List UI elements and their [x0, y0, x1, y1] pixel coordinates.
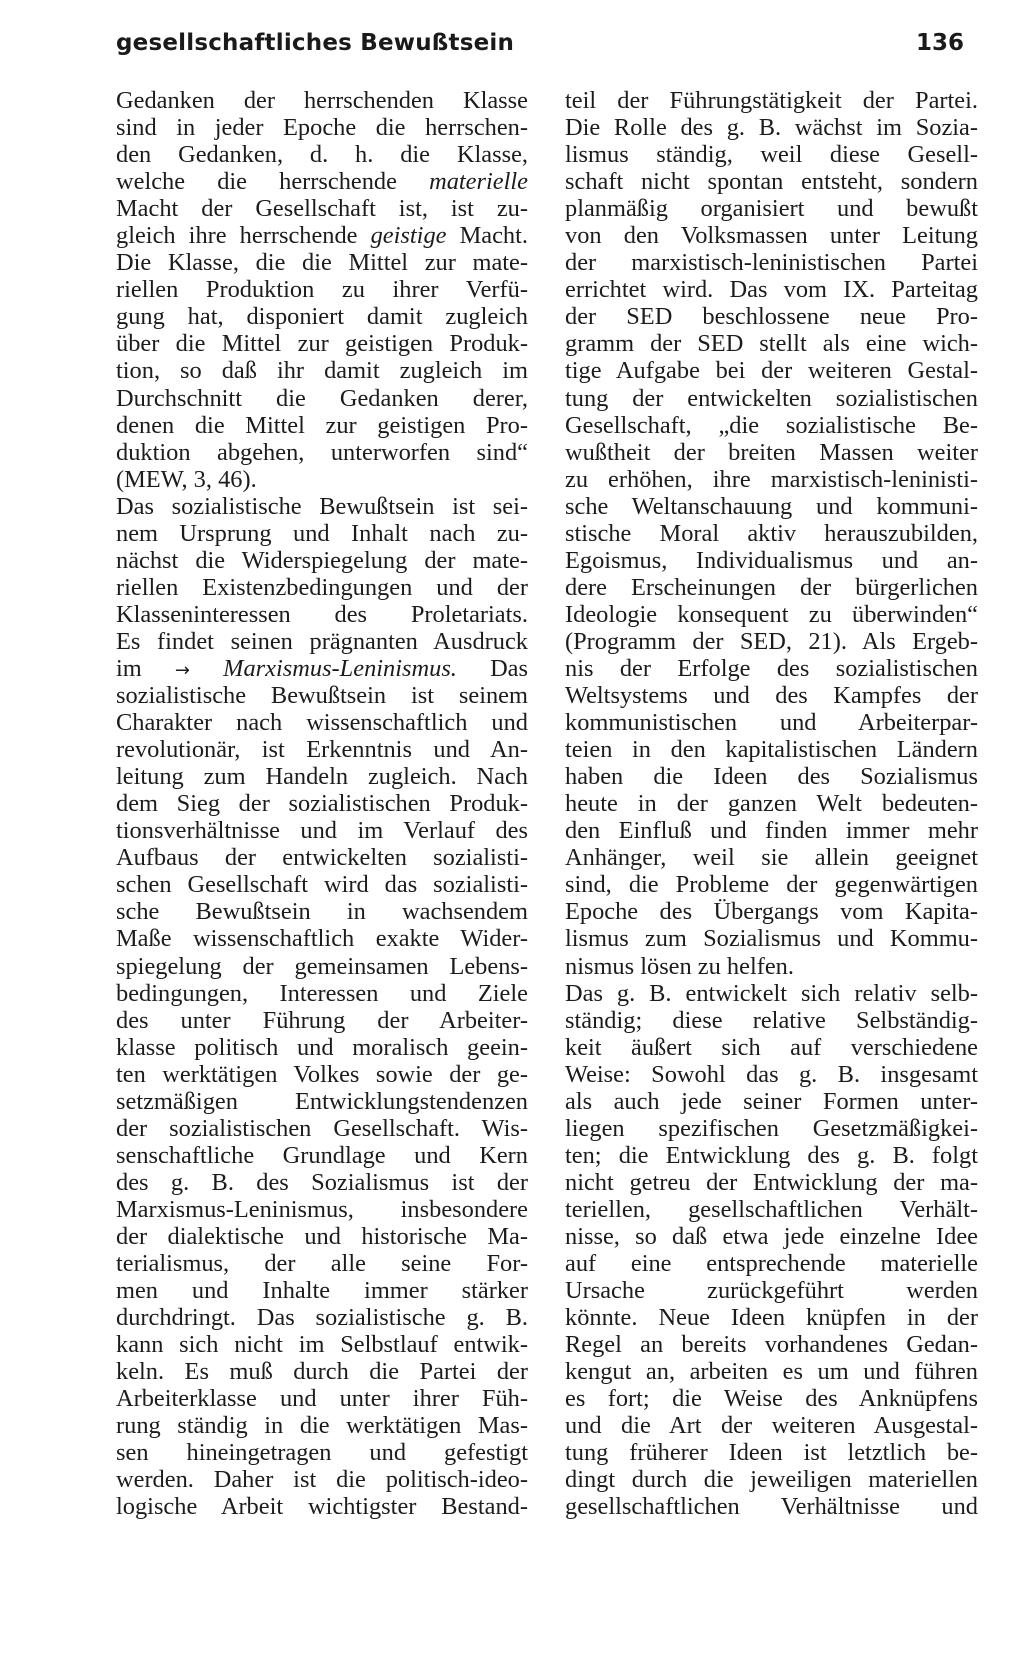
text-line: men und Inhalte immer stärker — [116, 1277, 528, 1305]
text-line: sind, die Probleme der gegenwärtigen — [565, 871, 978, 899]
text-line: rung ständig in die werktätigen Mas- — [116, 1412, 528, 1440]
text-line: gesellschaftlichen Verhältnisse und — [565, 1493, 978, 1521]
text-line: den Gedanken, d. h. die Klasse, — [116, 141, 528, 169]
text-line: logische Arbeit wichtigster Bestand- — [116, 1493, 528, 1521]
cross-reference-arrow-icon: → — [174, 659, 190, 681]
text-line: errichtet wird. Das vom IX. Parteitag — [565, 276, 978, 304]
italic-term: materielle — [429, 168, 528, 196]
text-line: (Programm der SED, 21). Als Ergeb- — [565, 627, 978, 655]
text-line: kommunistischen und Arbeiterpar- — [565, 709, 978, 737]
text-line: der marxistisch-leninistischen Partei — [565, 249, 978, 277]
text-line: kengut an, arbeiten es um und führen — [565, 1358, 978, 1386]
text-line: von den Volksmassen unter Leitung — [565, 222, 978, 250]
text-line: keit äußert sich auf verschiedene — [565, 1033, 978, 1061]
text-line: Klasseninteressen des Proletariats. — [116, 600, 528, 628]
right-column — [565, 87, 978, 1520]
text-line: Ideologie konsequent zu überwinden“ — [565, 600, 978, 628]
text-line: über die Mittel zur geistigen Produk- — [116, 330, 528, 358]
text-line: teil der Führungstätigkeit der Partei. — [565, 87, 978, 114]
text-line: nicht getreu der Entwicklung der ma- — [565, 1168, 978, 1196]
text-line: liegen spezifischen Gesetzmäßigkei- — [565, 1114, 978, 1142]
text-line: welche die herrschende materielle — [116, 168, 528, 196]
text-line: der dialektische und historische Ma- — [116, 1222, 528, 1250]
text-line: spiegelung der gemeinsamen Lebens- — [116, 952, 528, 980]
text-line: ten; die Entwicklung des g. B. folgt — [565, 1141, 978, 1169]
text-line: auf eine entsprechende materielle — [565, 1250, 978, 1278]
text-line: denen die Mittel zur geistigen Pro- — [116, 411, 528, 439]
page-number: 136 — [915, 30, 964, 56]
text-line: nisse, so daß etwa jede einzelne Idee — [565, 1222, 978, 1250]
text-line: stische Moral aktiv herauszubilden, — [565, 519, 978, 547]
text-line: dem Sieg der sozialistischen Produk- — [116, 790, 528, 818]
text-line: werden. Daher ist die politisch-ideo- — [116, 1466, 528, 1494]
text-line: Weltsystems und des Kampfes der — [565, 682, 978, 710]
text-line: Marxismus-Leninismus, insbesondere — [116, 1195, 528, 1223]
running-head: gesellschaftliches Bewußtsein — [116, 30, 515, 56]
text-line: ten werktätigen Volkes sowie der ge- — [116, 1060, 528, 1088]
left-column — [116, 87, 528, 1520]
text-line: kann sich nicht im Selbstlauf entwik- — [116, 1331, 528, 1359]
text-line: Es findet seinen prägnanten Ausdruck — [116, 627, 528, 655]
text-line: lismus ständig, weil diese Gesell- — [565, 141, 978, 169]
text-line: terialismus, der alle seine For- — [116, 1250, 528, 1278]
text-line: dere Erscheinungen der bürgerlichen — [565, 573, 978, 601]
text-line: Arbeiterklasse und unter ihrer Füh- — [116, 1385, 528, 1413]
text-line: schaft nicht spontan entsteht, sondern — [565, 168, 978, 196]
text-line: Charakter nach wissenschaftlich und — [116, 709, 528, 737]
text-line: sind in jeder Epoche die herrschen- — [116, 114, 528, 142]
text-line: nem Ursprung und Inhalt nach zu- — [116, 519, 528, 547]
text-line: sche Bewußtsein in wachsendem — [116, 898, 528, 926]
text-line: gleich ihre herrschende geistige Macht. — [116, 222, 528, 250]
text-line: tige Aufgabe bei der weiteren Gestal- — [565, 357, 978, 385]
text-line: dingt durch die jeweiligen materiellen — [565, 1466, 978, 1494]
text-line: klasse politisch und moralisch geein- — [116, 1033, 528, 1061]
text-line: bedingungen, Interessen und Ziele — [116, 979, 528, 1007]
text-line: tung der entwickelten sozialistischen — [565, 384, 978, 412]
text-line: (MEW, 3, 46). — [116, 465, 257, 493]
text-line: der sozialistischen Gesellschaft. Wis- — [116, 1114, 528, 1142]
text-line: Regel an bereits vorhandenes Gedan- — [565, 1331, 978, 1359]
text-line: es fort; die Weise des Anknüpfens — [565, 1385, 978, 1413]
text-line: Egoismus, Individualismus und an- — [565, 546, 978, 574]
text-line: sche Weltanschauung und kommuni- — [565, 492, 978, 520]
text-line: Durchschnitt die Gedanken derer, — [116, 384, 528, 412]
text-line: schen Gesellschaft wird das sozialisti- — [116, 871, 528, 899]
text-line: Maße wissenschaftlich exakte Wider- — [116, 925, 528, 953]
text-line: tion, so daß ihr damit zugleich im — [116, 357, 528, 385]
text-line: könnte. Neue Ideen knüpfen in der — [565, 1304, 978, 1332]
text-line: riellen Existenzbedingungen und der — [116, 573, 528, 601]
text-line: Anhänger, weil sie allein geeignet — [565, 844, 978, 872]
text-line: Das g. B. entwickelt sich relativ selb- — [565, 979, 978, 1007]
text-line: Gedanken der herrschenden Klasse — [116, 87, 528, 114]
text-line: heute in der ganzen Welt bedeuten- — [565, 790, 978, 818]
text-line: haben die Ideen des Sozialismus — [565, 763, 978, 791]
text-line: sen hineingetragen und gefestigt — [116, 1439, 528, 1467]
text-line: gung hat, disponiert damit zugleich — [116, 303, 528, 331]
text-line: Das sozialistische Bewußtsein ist sei- — [116, 492, 528, 520]
text-line: im → Marxismus-Leninismus. Das — [116, 654, 528, 682]
italic-term: geistige — [370, 222, 447, 250]
text-line: den Einfluß und finden immer mehr — [565, 817, 978, 845]
text-line: Die Klasse, die die Mittel zur mate- — [116, 249, 528, 277]
text-line: als auch jede seiner Formen unter- — [565, 1087, 978, 1115]
text-line: nis der Erfolge des sozialistischen — [565, 654, 978, 682]
text-line: Macht der Gesellschaft ist, ist zu- — [116, 195, 528, 223]
text-line: teriellen, gesellschaftlichen Verhält- — [565, 1195, 978, 1223]
text-line: und die Art der weiteren Ausgestal- — [565, 1412, 978, 1440]
text-line: teien in den kapitalistischen Ländern — [565, 736, 978, 764]
text-line: nismus lösen zu helfen. — [565, 952, 794, 980]
text-line: des g. B. des Sozialismus ist der — [116, 1168, 528, 1196]
text-line: Die Rolle des g. B. wächst im Sozia- — [565, 114, 978, 142]
text-line: Weise: Sowohl das g. B. insgesamt — [565, 1060, 978, 1088]
text-line: wußtheit der breiten Massen weiter — [565, 438, 978, 466]
text-line: lismus zum Sozialismus und Kommu- — [565, 925, 978, 953]
text-line: tung früherer Ideen ist letztlich be- — [565, 1439, 978, 1467]
text-line: duktion abgehen, unterworfen sind“ — [116, 438, 528, 466]
text-line: Gesellschaft, „die sozialistische Be- — [565, 411, 978, 439]
text-line: durchdringt. Das sozialistische g. B. — [116, 1304, 528, 1332]
text-line: revolutionär, ist Erkenntnis und An- — [116, 736, 528, 764]
text-line: senschaftliche Grundlage und Kern — [116, 1141, 528, 1169]
text-line: gramm der SED stellt als eine wich- — [565, 330, 978, 358]
text-line: der SED beschlossene neue Pro- — [565, 303, 978, 331]
text-line: keln. Es muß durch die Partei der — [116, 1358, 528, 1386]
text-line: des unter Führung der Arbeiter- — [116, 1006, 528, 1034]
text-line: riellen Produktion zu ihrer Verfü- — [116, 276, 528, 304]
text-line: Epoche des Übergangs vom Kapita- — [565, 898, 978, 926]
cross-reference-link[interactable]: Marxismus-Leninismus. — [223, 654, 457, 682]
text-line: ständig; diese relative Selbständig- — [565, 1006, 978, 1034]
text-line: zu erhöhen, ihre marxistisch-leninisti- — [565, 465, 978, 493]
text-line: tionsverhältnisse und im Verlauf des — [116, 817, 528, 845]
text-line: setzmäßigen Entwicklungstendenzen — [116, 1087, 528, 1115]
text-line: leitung zum Handeln zugleich. Nach — [116, 763, 528, 791]
text-line: nächst die Widerspiegelung der mate- — [116, 546, 528, 574]
text-line: Ursache zurückgeführt werden — [565, 1277, 978, 1305]
text-line: Aufbaus der entwickelten sozialisti- — [116, 844, 528, 872]
text-line: planmäßig organisiert und bewußt — [565, 195, 978, 223]
text-line: sozialistische Bewußtsein ist seinem — [116, 682, 528, 710]
